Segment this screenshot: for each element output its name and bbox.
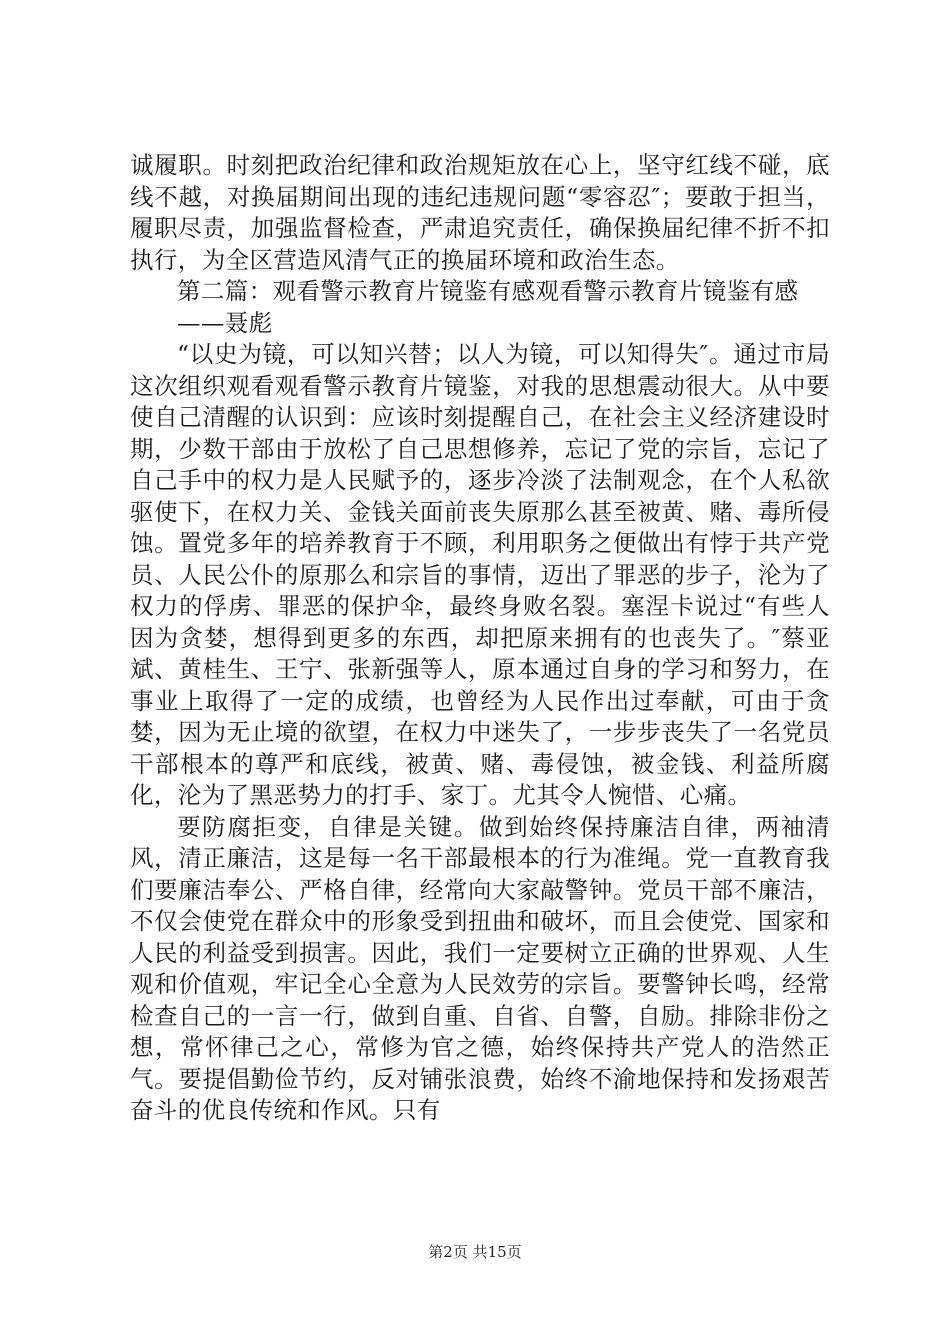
- document-body: [130, 150, 830, 1127]
- paragraph-body-2: 要防腐拒变，自律是关键。做到始终保持廉洁自律，两袖清风，清正廉洁，这是每一名干部最根本的行为准绳。党一直教育我们要廉洁奉公、严格自律，经常向大家敲警钟。党员干部不廉洁，不仅会使党在群众中的形象受到扭曲和破坏，而且会使党、国家和人民的利益受到损害。因此，我们一定要树立正确的世界观、人生观和价值观，牢记全心全意为人民效劳的宗旨。要警钟长鸣，经常检查自己的一言一行，做到自重、自省、自警，自励。排除非份之想，常怀律己之心，常修为官之德，始终保持共产党人的浩然正气。要提倡勤俭节约，反对铺张浪费，始终不渝地保持和发扬艰苦奋斗的优良传统和作风。只有: [130, 812, 830, 1124]
- paragraph-continuation: 诚履职。时刻把政治纪律和政治规矩放在心上，坚守红线不碰，底线不越，对换届期间出现的违纪违规问题“零容忍″；要敢于担当，履职尽责，加强监督检查，严肃追究责任，确保换届纪律不折不扣执行，为全区营造风清气正的换届环境和政治生态。: [130, 151, 830, 274]
- section-heading-title: 第二篇：观看警示教育片镜鉴有感观看警示教育片镜鉴有感: [177, 277, 799, 305]
- page-footer: 第2页 共15页: [428, 1243, 522, 1261]
- section-heading: [130, 276, 830, 339]
- section-heading-author: ——聂彪: [177, 308, 273, 337]
- paragraph-body-1: “以史为镜，可以知兴替；以人为镜，可以知得失″。通过市局这次组织观看观看警示教育片镜鉴，对我的思想震动很大。从中要使自己清醒的认识到：应该时刻提醒自己，在社会主义经济建设时期，少数干部由于放松了自己思想修养，忘记了党的宗旨，忘记了自己手中的权力是人民赋予的，逐步冷淡了法制观念，在个人私欲驱使下，在权力关、金钱关面前丧失原那么甚至被黄、赌、毒所侵蚀。置党多年的培养教育于不顾，利用职务之便做出有悖于共产党员、人民公仆的原那么和宗旨的事情，迈出了罪恶的步子，沦为了权力的俘虏、罪恶的保护伞，最终身败名裂。塞涅卡说过“有些人因为贪婪，想得到更多的东西，却把原来拥有的也丧失了。″蔡亚斌、黄桂生、王宁、张新强等人，原本通过自身的学习和努力，在事业上取得了一定的成绩，也曾经为人民作出过奉献，可由于贪婪，因为无止境的欲望，在权力中迷失了，一步步丧失了一名党员干部根本的尊严和底线，被黄、赌、毒侵蚀，被金钱、利益所腐化，沦为了黑恶势力的打手、家丁。尤其令人惋惜、心痛。: [130, 340, 830, 809]
